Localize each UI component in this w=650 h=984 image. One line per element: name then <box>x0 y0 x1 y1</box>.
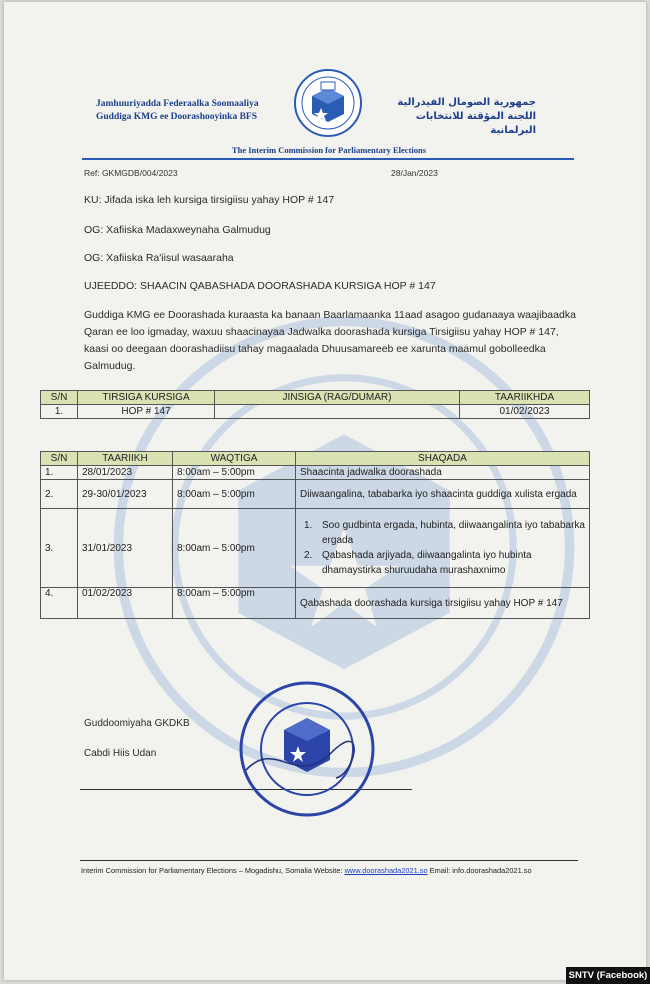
table-cell: 29-30/01/2023 <box>78 480 173 509</box>
footer <box>81 866 532 875</box>
document-page <box>4 2 646 980</box>
table-cell: 28/01/2023 <box>78 466 173 480</box>
letter-date: 28/Jan/2023 <box>391 168 438 178</box>
list-number: 1. <box>304 520 313 531</box>
table-header: WAQTIGA <box>173 452 296 466</box>
list-text: Soo gudbinta ergada, hubinta, diiwaangalinta iyo tababarka ergada <box>322 520 585 546</box>
signatory-title: Guddoomiyaha GKDKB <box>84 718 190 729</box>
header-right-line2: اللجنة المؤقتة للانتخابات البرلمانية <box>415 111 536 136</box>
header-left <box>96 98 259 124</box>
image-credit: SNTV (Facebook) <box>566 967 650 984</box>
table-cell: 8:00am – 5:00pm <box>173 509 296 588</box>
header-right <box>386 96 536 138</box>
recipient-line: KU: Jifada iska leh kursiga tirsigiisu yahay HOP # 147 <box>84 194 335 206</box>
list-item <box>304 548 585 578</box>
table-header: SHAQADA <box>296 452 590 466</box>
table-cell <box>215 405 460 419</box>
table-cell: Diiwaangalina, tababarka iyo shaacinta guddiga xulista ergada <box>296 480 590 509</box>
table-row <box>41 588 590 619</box>
table-cell: 4. <box>41 588 78 619</box>
table-row <box>41 466 590 480</box>
table-row <box>41 405 590 419</box>
table-header-row <box>41 452 590 466</box>
table-cell: 8:00am – 5:00pm <box>173 466 296 480</box>
footer-text: Interim Commission for Parliamentary Elections – Mogadishu, Somalia Website: <box>81 866 343 875</box>
table-header: TIRSIGA KURSIGA <box>78 391 215 405</box>
header-left-line1: Jamhuuriyadda Federaalka Soomaaliya <box>96 99 259 109</box>
commission-logo <box>293 68 363 138</box>
table-cell: 8:00am – 5:00pm <box>173 588 296 619</box>
table-cell: 01/02/2023 <box>460 405 590 419</box>
table-cell: Qabashada doorashada kursiga tirsigiisu yahay HOP # 147 <box>296 588 590 619</box>
table-cell: 1. <box>41 466 78 480</box>
table-cell: Shaacinta jadwalka doorashada <box>296 466 590 480</box>
list-text: Qabashada arjiyada, diiwaangalinta iyo hubinta dhamaystirka shuruudaha murashaxnimo <box>322 550 532 576</box>
table-cell: 3. <box>41 509 78 588</box>
table-header: S/N <box>41 391 78 405</box>
header-left-line2: Guddiga KMG ee Doorashooyinka BFS <box>96 112 257 122</box>
table-header: JINSIGA (RAG/DUMAR) <box>215 391 460 405</box>
official-stamp <box>236 678 378 820</box>
table-cell: 1. <box>41 405 78 419</box>
signatory-name: Cabdi Hiis Udan <box>84 748 157 759</box>
table-header-row <box>41 391 590 405</box>
cc-line-2: OG: Xafiiska Ra'iisul wasaaraha <box>84 252 234 264</box>
table-row <box>41 509 590 588</box>
table-cell: 2. <box>41 480 78 509</box>
body-paragraph: Guddiga KMG ee Doorashada kuraasta ka banaan Baarlamaanka 11aad asagoo gudanaaya waajibaadka Qaran ee loo igmaday, waxuu shaacinayaa Jadwalka doorashada kursiga Tirsigiisu yahay HOP # 147, kaasi oo deegaan doorashadiisu tahay magaalada Dhuusamareeb ee xarunta maamul gobolleedka Galmudug. <box>84 309 576 372</box>
footer-divider <box>80 860 578 861</box>
table-cell: 01/02/2023 <box>78 588 173 619</box>
email-label: Email: <box>429 866 451 875</box>
table-header: TAARIIKHDA <box>460 391 590 405</box>
header-divider <box>82 158 574 160</box>
reference-number: Ref: GKMGDB/004/2023 <box>84 168 178 178</box>
seat-table <box>40 390 590 419</box>
task-list <box>300 518 585 578</box>
table-header: S/N <box>41 452 78 466</box>
header-subtitle: The Interim Commission for Parliamentary Elections <box>231 145 427 155</box>
table-header: TAARIIKH <box>78 452 173 466</box>
schedule-table <box>40 451 590 619</box>
subject-line: UJEEDDO: SHAACIN QABASHADA DOORASHADA KURSIGA HOP # 147 <box>84 280 436 292</box>
table-row <box>41 480 590 509</box>
website-link[interactable]: www.doorashada2021.so <box>344 866 428 875</box>
list-item <box>304 518 585 548</box>
table-cell: HOP # 147 <box>78 405 215 419</box>
table-cell: 31/01/2023 <box>78 509 173 588</box>
table-cell <box>296 509 590 588</box>
list-number: 2. <box>304 550 313 561</box>
header-right-line1: جمهورية الصومال الفيدرالية <box>397 97 536 108</box>
table-cell: 8:00am – 5:00pm <box>173 480 296 509</box>
email-address: info.doorashada2021.so <box>452 866 532 875</box>
cc-line-1: OG: Xafiiska Madaxweynaha Galmudug <box>84 224 271 236</box>
